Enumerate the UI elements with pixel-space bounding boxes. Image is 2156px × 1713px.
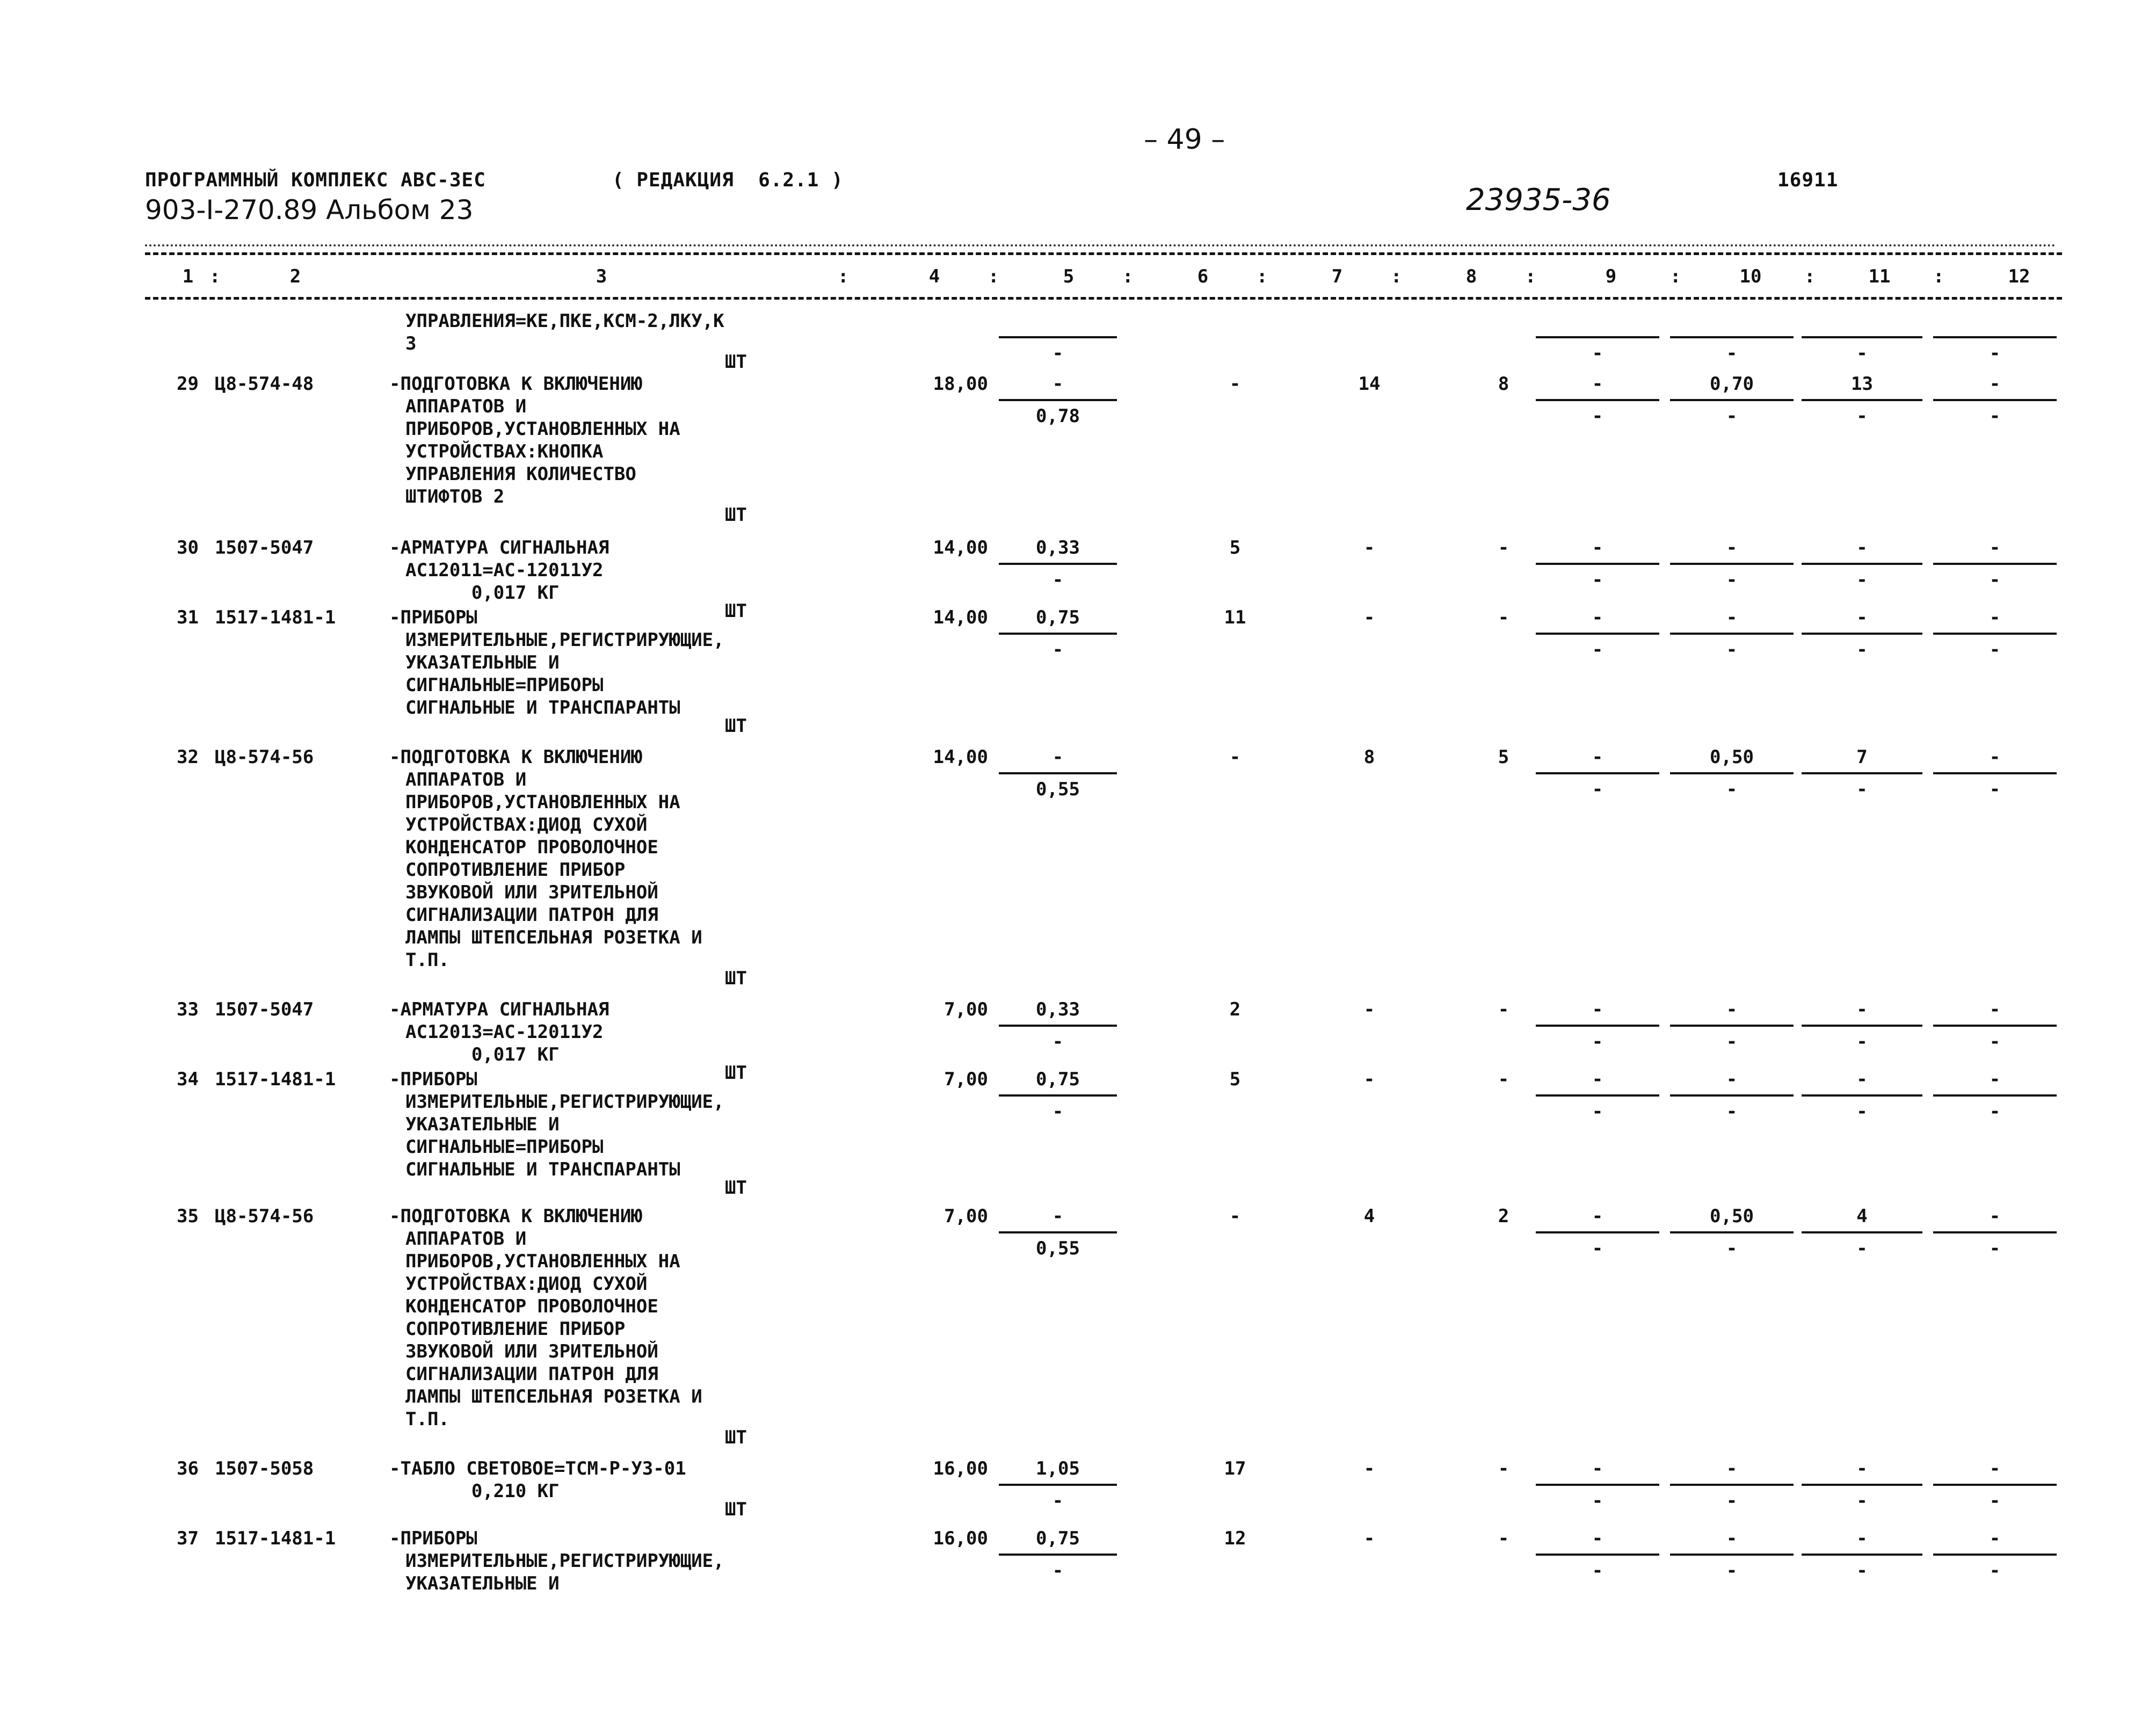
value-c6: 12 bbox=[1224, 1528, 1246, 1549]
value-top-c12: - bbox=[1989, 607, 2001, 628]
document-code: 23935-36 bbox=[1466, 183, 1611, 217]
value-top-c5: 0,75 bbox=[1036, 1528, 1080, 1549]
description-line: 0,017 КГ bbox=[405, 582, 560, 604]
document-number: 16911 bbox=[1777, 169, 1839, 191]
value-top-c11: - bbox=[1856, 1458, 1868, 1479]
value-c6: 5 bbox=[1229, 537, 1241, 558]
fraction-rule bbox=[1802, 399, 1922, 401]
value-bottom-c5: - bbox=[1052, 639, 1064, 660]
value-top-c10: - bbox=[1726, 999, 1738, 1020]
description-line: СИГНАЛЬНЫЕ=ПРИБОРЫ bbox=[405, 674, 604, 696]
unit-label: ШТ bbox=[725, 504, 747, 526]
description-line: УКАЗАТЕЛЬНЫЕ И bbox=[405, 1573, 560, 1594]
value-top-c12: - bbox=[1989, 1206, 2001, 1227]
value-bottom-c9: - bbox=[1592, 1101, 1603, 1122]
column-number-12: 12 bbox=[2008, 266, 2030, 287]
value-top-c11: 7 bbox=[1856, 746, 1868, 768]
value-bottom-c12: - bbox=[1989, 1101, 2001, 1122]
value-c7: 14 bbox=[1358, 373, 1381, 395]
value-bottom-c11: - bbox=[1856, 1101, 1868, 1122]
fraction-rule bbox=[1933, 1094, 2057, 1097]
value-bottom-c10: - bbox=[1726, 1560, 1738, 1581]
value-bottom-c5: - bbox=[1052, 343, 1064, 364]
fraction-rule bbox=[1933, 1231, 2057, 1233]
fraction-rule bbox=[999, 772, 1117, 774]
value-bottom-c11: - bbox=[1856, 569, 1868, 591]
value-bottom-c10: - bbox=[1726, 1031, 1738, 1053]
rate-code: Ц8-574-56 bbox=[215, 1206, 314, 1227]
description-line: УКАЗАТЕЛЬНЫЕ И bbox=[405, 1114, 560, 1135]
value-bottom-c12: - bbox=[1989, 779, 2001, 800]
row-number: 37 bbox=[177, 1528, 199, 1549]
fraction-rule bbox=[1670, 633, 1794, 635]
value-c6: 5 bbox=[1229, 1069, 1241, 1090]
value-top-c9: - bbox=[1592, 1069, 1603, 1090]
value-top-c9: - bbox=[1592, 999, 1603, 1020]
description-line: -АРМАТУРА СИГНАЛЬНАЯ bbox=[389, 537, 609, 558]
rate-code: 1507-5047 bbox=[215, 537, 314, 558]
row-number: 35 bbox=[177, 1206, 199, 1227]
description-line: ШТИФТОВ 2 bbox=[405, 486, 505, 507]
value-c7: - bbox=[1363, 1458, 1375, 1479]
value-top-c5: - bbox=[1052, 746, 1064, 768]
value-bottom-c5: 0,55 bbox=[1036, 779, 1080, 800]
value-bottom-c10: - bbox=[1726, 1238, 1738, 1259]
value-top-c5: 1,05 bbox=[1036, 1458, 1080, 1479]
description-line: ЗВУКОВОЙ ИЛИ ЗРИТЕЛЬНОЙ bbox=[405, 1341, 658, 1362]
value-bottom-c9: - bbox=[1592, 1238, 1603, 1259]
quantity: 16,00 bbox=[933, 1458, 988, 1479]
value-c8: 5 bbox=[1498, 746, 1509, 768]
edition: ( РЕДАКЦИЯ 6.2.1 ) bbox=[612, 169, 844, 191]
value-bottom-c10: - bbox=[1726, 343, 1738, 364]
description-line: -ТАБЛО СВЕТОВОЕ=ТСМ-Р-УЗ-01 bbox=[389, 1458, 686, 1479]
column-separator: : bbox=[1804, 266, 1816, 287]
value-bottom-c12: - bbox=[1989, 1031, 2001, 1053]
unit-label: ШТ bbox=[725, 351, 747, 373]
fraction-rule bbox=[1670, 1231, 1794, 1233]
fraction-rule bbox=[1802, 1025, 1922, 1027]
description-line: ЛАМПЫ ШТЕПСЕЛЬНАЯ РОЗЕТКА И bbox=[405, 1386, 702, 1407]
description-line: 0,210 КГ bbox=[405, 1480, 560, 1502]
value-bottom-c9: - bbox=[1592, 1560, 1603, 1581]
fraction-rule bbox=[999, 563, 1117, 565]
fraction-rule bbox=[1802, 772, 1922, 774]
fraction-rule bbox=[999, 1094, 1117, 1097]
value-bottom-c10: - bbox=[1726, 1101, 1738, 1122]
fraction-rule bbox=[1536, 399, 1659, 401]
fraction-rule bbox=[999, 399, 1117, 401]
column-number-8: 8 bbox=[1465, 266, 1477, 287]
header-rule-bottom bbox=[145, 297, 2062, 300]
row-number: 31 bbox=[177, 607, 199, 628]
description-line: Т.П. bbox=[405, 1409, 449, 1430]
description-line: АППАРАТОВ И bbox=[405, 769, 527, 790]
row-number: 30 bbox=[177, 537, 199, 558]
description-line: УСТРОЙСТВАХ:КНОПКА bbox=[405, 441, 604, 462]
unit-label: ШТ bbox=[725, 600, 747, 622]
quantity: 18,00 bbox=[933, 373, 988, 395]
fraction-rule bbox=[1933, 336, 2057, 338]
column-number-2: 2 bbox=[289, 266, 301, 287]
rate-code: 1517-1481-1 bbox=[215, 607, 336, 628]
fraction-rule bbox=[1536, 1484, 1659, 1486]
fraction-rule bbox=[1536, 1094, 1659, 1097]
top-dotted-rule bbox=[145, 244, 2057, 246]
value-top-c10: - bbox=[1726, 607, 1738, 628]
value-bottom-c11: - bbox=[1856, 343, 1868, 364]
column-number-5: 5 bbox=[1063, 266, 1075, 287]
column-separator: : bbox=[1122, 266, 1134, 287]
value-bottom-c12: - bbox=[1989, 1490, 2001, 1512]
fraction-rule bbox=[1670, 563, 1794, 565]
value-c6: 11 bbox=[1224, 607, 1246, 628]
header-rule-top bbox=[145, 252, 2062, 255]
fraction-rule bbox=[1536, 1231, 1659, 1233]
column-separator: : bbox=[988, 266, 999, 287]
quantity: 7,00 bbox=[944, 999, 988, 1020]
column-number-1: 1 bbox=[182, 266, 194, 287]
value-bottom-c9: - bbox=[1592, 569, 1603, 591]
value-top-c9: - bbox=[1592, 746, 1603, 768]
fraction-rule bbox=[1802, 1094, 1922, 1097]
value-top-c10: 0,50 bbox=[1710, 746, 1754, 768]
fraction-rule bbox=[999, 1231, 1117, 1233]
rate-code: 1507-5058 bbox=[215, 1458, 314, 1479]
unit-label: ШТ bbox=[725, 1499, 747, 1520]
fraction-rule bbox=[1670, 1094, 1794, 1097]
page-number: – 49 – bbox=[1144, 124, 1225, 156]
value-top-c10: 0,70 bbox=[1710, 373, 1754, 395]
value-bottom-c12: - bbox=[1989, 1238, 2001, 1259]
value-bottom-c5: - bbox=[1052, 569, 1064, 591]
row-number: 29 bbox=[177, 373, 199, 395]
description-line: ИЗМЕРИТЕЛЬНЫЕ,РЕГИСТРИРУЮЩИЕ, bbox=[405, 1550, 724, 1572]
value-bottom-c5: - bbox=[1052, 1031, 1064, 1053]
fraction-rule bbox=[1802, 336, 1922, 338]
value-top-c9: - bbox=[1592, 373, 1603, 395]
fraction-rule bbox=[1802, 1484, 1922, 1486]
fraction-rule bbox=[1670, 1554, 1794, 1556]
description-line: АС12011=АС-12011У2 bbox=[405, 560, 604, 581]
description-line: -ПРИБОРЫ bbox=[389, 1069, 477, 1090]
value-c6: 17 bbox=[1224, 1458, 1246, 1479]
value-bottom-c12: - bbox=[1989, 1560, 2001, 1581]
fraction-rule bbox=[1933, 772, 2057, 774]
value-top-c9: - bbox=[1592, 1458, 1603, 1479]
description-line: -ПОДГОТОВКА К ВКЛЮЧЕНИЮ bbox=[389, 1206, 642, 1227]
fraction-rule bbox=[1670, 772, 1794, 774]
unit-label: ШТ bbox=[725, 715, 747, 737]
fraction-rule bbox=[999, 1025, 1117, 1027]
value-bottom-c5: 0,55 bbox=[1036, 1238, 1080, 1259]
value-bottom-c12: - bbox=[1989, 569, 2001, 591]
description-line: ПРИБОРОВ,УСТАНОВЛЕННЫХ НА bbox=[405, 792, 680, 813]
value-c6: 2 bbox=[1229, 999, 1241, 1020]
description-line: СОПРОТИВЛЕНИЕ ПРИБОР bbox=[405, 1318, 626, 1340]
value-top-c12: - bbox=[1989, 1528, 2001, 1549]
fraction-rule bbox=[1802, 1231, 1922, 1233]
value-bottom-c11: - bbox=[1856, 1490, 1868, 1512]
value-c8: - bbox=[1498, 1069, 1509, 1090]
fraction-rule bbox=[1670, 399, 1794, 401]
value-bottom-c11: - bbox=[1856, 1560, 1868, 1581]
value-c7: - bbox=[1363, 1528, 1375, 1549]
quantity: 14,00 bbox=[933, 746, 988, 768]
description-line: СОПРОТИВЛЕНИЕ ПРИБОР bbox=[405, 859, 626, 881]
quantity: 16,00 bbox=[933, 1528, 988, 1549]
description-line: КОНДЕНСАТОР ПРОВОЛОЧНОЕ bbox=[405, 837, 658, 858]
description-line: -ПОДГОТОВКА К ВКЛЮЧЕНИЮ bbox=[389, 746, 642, 768]
value-c8: - bbox=[1498, 1528, 1509, 1549]
description-line: ПРИБОРОВ,УСТАНОВЛЕННЫХ НА bbox=[405, 418, 680, 440]
unit-label: ШТ bbox=[725, 1427, 747, 1448]
rate-code: 1517-1481-1 bbox=[215, 1069, 336, 1090]
value-bottom-c10: - bbox=[1726, 1490, 1738, 1512]
value-bottom-c9: - bbox=[1592, 779, 1603, 800]
fraction-rule bbox=[1670, 1484, 1794, 1486]
value-top-c5: 0,75 bbox=[1036, 607, 1080, 628]
fraction-rule bbox=[999, 1484, 1117, 1486]
description-line: -ПРИБОРЫ bbox=[389, 1528, 477, 1549]
value-top-c12: - bbox=[1989, 746, 2001, 768]
fraction-rule bbox=[999, 633, 1117, 635]
value-bottom-c10: - bbox=[1726, 569, 1738, 591]
unit-label: ШТ bbox=[725, 1062, 747, 1084]
description-line: 3 bbox=[405, 333, 417, 354]
description-line: -АРМАТУРА СИГНАЛЬНАЯ bbox=[389, 999, 609, 1020]
value-top-c10: 0,50 bbox=[1710, 1206, 1754, 1227]
description-line: УПРАВЛЕНИЯ=КЕ,ПКЕ,КСМ-2,ЛКУ,К bbox=[405, 310, 724, 332]
description-line: УКАЗАТЕЛЬНЫЕ И bbox=[405, 652, 560, 673]
value-top-c10: - bbox=[1726, 537, 1738, 558]
value-bottom-c9: - bbox=[1592, 1031, 1603, 1053]
value-top-c10: - bbox=[1726, 1458, 1738, 1479]
rate-code: Ц8-574-56 bbox=[215, 746, 314, 768]
value-bottom-c12: - bbox=[1989, 405, 2001, 427]
column-separator: : bbox=[209, 266, 221, 287]
value-top-c12: - bbox=[1989, 537, 2001, 558]
value-c7: - bbox=[1363, 999, 1375, 1020]
quantity: 7,00 bbox=[944, 1206, 988, 1227]
value-bottom-c11: - bbox=[1856, 1238, 1868, 1259]
description-line: СИГНАЛИЗАЦИИ ПАТРОН ДЛЯ bbox=[405, 1363, 658, 1385]
value-bottom-c5: - bbox=[1052, 1560, 1064, 1581]
fraction-rule bbox=[1670, 336, 1794, 338]
column-separator: : bbox=[1257, 266, 1268, 287]
fraction-rule bbox=[1933, 1484, 2057, 1486]
value-top-c5: 0,33 bbox=[1036, 999, 1080, 1020]
column-number-6: 6 bbox=[1197, 266, 1209, 287]
value-bottom-c9: - bbox=[1592, 405, 1603, 427]
row-number: 34 bbox=[177, 1069, 199, 1090]
value-top-c11: - bbox=[1856, 1528, 1868, 1549]
value-c8: 2 bbox=[1498, 1206, 1509, 1227]
row-number: 36 bbox=[177, 1458, 199, 1479]
value-top-c11: - bbox=[1856, 537, 1868, 558]
value-c8: 8 bbox=[1498, 373, 1509, 395]
description-line: ЗВУКОВОЙ ИЛИ ЗРИТЕЛЬНОЙ bbox=[405, 882, 658, 903]
value-top-c10: - bbox=[1726, 1528, 1738, 1549]
unit-label: ШТ bbox=[725, 968, 747, 989]
quantity: 7,00 bbox=[944, 1069, 988, 1090]
value-c7: - bbox=[1363, 537, 1375, 558]
quantity: 14,00 bbox=[933, 537, 988, 558]
value-top-c5: 0,33 bbox=[1036, 537, 1080, 558]
value-bottom-c11: - bbox=[1856, 639, 1868, 660]
description-line: ПРИБОРОВ,УСТАНОВЛЕННЫХ НА bbox=[405, 1251, 680, 1272]
row-number: 33 bbox=[177, 999, 199, 1020]
rate-code: 1517-1481-1 bbox=[215, 1528, 336, 1549]
value-top-c11: 13 bbox=[1851, 373, 1873, 395]
description-line: УСТРОЙСТВАХ:ДИОД СУХОЙ bbox=[405, 814, 648, 836]
description-line: -ПРИБОРЫ bbox=[389, 607, 477, 628]
rate-code: Ц8-574-48 bbox=[215, 373, 314, 395]
value-bottom-c10: - bbox=[1726, 405, 1738, 427]
description-line: АППАРАТОВ И bbox=[405, 396, 527, 417]
fraction-rule bbox=[1802, 633, 1922, 635]
value-c8: - bbox=[1498, 999, 1509, 1020]
column-number-11: 11 bbox=[1868, 266, 1891, 287]
fraction-rule bbox=[999, 1554, 1117, 1556]
value-top-c11: - bbox=[1856, 999, 1868, 1020]
description-line: УПРАВЛЕНИЯ КОЛИЧЕСТВО bbox=[405, 463, 636, 485]
value-top-c5: - bbox=[1052, 1206, 1064, 1227]
column-number-3: 3 bbox=[596, 266, 607, 287]
description-line: ИЗМЕРИТЕЛЬНЫЕ,РЕГИСТРИРУЮЩИЕ, bbox=[405, 629, 724, 651]
description-line: 0,017 КГ bbox=[405, 1044, 560, 1065]
column-number-9: 9 bbox=[1605, 266, 1617, 287]
fraction-rule bbox=[1933, 563, 2057, 565]
description-line: -ПОДГОТОВКА К ВКЛЮЧЕНИЮ bbox=[389, 373, 642, 395]
value-c8: - bbox=[1498, 607, 1509, 628]
fraction-rule bbox=[1536, 563, 1659, 565]
value-bottom-c9: - bbox=[1592, 639, 1603, 660]
value-top-c12: - bbox=[1989, 373, 2001, 395]
fraction-rule bbox=[1536, 633, 1659, 635]
fraction-rule bbox=[1536, 1025, 1659, 1027]
column-number-10: 10 bbox=[1739, 266, 1762, 287]
value-top-c11: - bbox=[1856, 607, 1868, 628]
value-top-c9: - bbox=[1592, 607, 1603, 628]
value-bottom-c12: - bbox=[1989, 343, 2001, 364]
description-line: УСТРОЙСТВАХ:ДИОД СУХОЙ bbox=[405, 1273, 648, 1295]
description-line: ИЗМЕРИТЕЛЬНЫЕ,РЕГИСТРИРУЮЩИЕ, bbox=[405, 1091, 724, 1113]
fraction-rule bbox=[1670, 1025, 1794, 1027]
value-bottom-c9: - bbox=[1592, 1490, 1603, 1512]
fraction-rule bbox=[1933, 399, 2057, 401]
program-name: ПРОГРАММНЫЙ КОМПЛЕКС АВС-ЗЕС bbox=[145, 169, 486, 191]
album-code: 903-I-270.89 Альбом 23 bbox=[145, 194, 474, 226]
value-bottom-c11: - bbox=[1856, 405, 1868, 427]
value-bottom-c11: - bbox=[1856, 1031, 1868, 1053]
column-number-4: 4 bbox=[928, 266, 940, 287]
value-top-c9: - bbox=[1592, 1528, 1603, 1549]
value-c7: 4 bbox=[1363, 1206, 1375, 1227]
column-separator: : bbox=[1525, 266, 1536, 287]
fraction-rule bbox=[1933, 1025, 2057, 1027]
rate-code: 1507-5047 bbox=[215, 999, 314, 1020]
value-top-c12: - bbox=[1989, 1069, 2001, 1090]
value-c8: - bbox=[1498, 537, 1509, 558]
description-line: КОНДЕНСАТОР ПРОВОЛОЧНОЕ bbox=[405, 1296, 658, 1317]
quantity: 14,00 bbox=[933, 607, 988, 628]
value-c6: - bbox=[1229, 1206, 1241, 1227]
value-top-c5: 0,75 bbox=[1036, 1069, 1080, 1090]
value-c7: - bbox=[1363, 607, 1375, 628]
column-separator: : bbox=[838, 266, 849, 287]
fraction-rule bbox=[1536, 336, 1659, 338]
value-c6: - bbox=[1229, 373, 1241, 395]
value-bottom-c9: - bbox=[1592, 343, 1603, 364]
description-line: СИГНАЛИЗАЦИИ ПАТРОН ДЛЯ bbox=[405, 904, 658, 926]
value-bottom-c10: - bbox=[1726, 779, 1738, 800]
value-top-c10: - bbox=[1726, 1069, 1738, 1090]
value-top-c11: - bbox=[1856, 1069, 1868, 1090]
column-separator: : bbox=[1933, 266, 1944, 287]
unit-label: ШТ bbox=[725, 1177, 747, 1199]
fraction-rule bbox=[1536, 772, 1659, 774]
description-line: СИГНАЛЬНЫЕ=ПРИБОРЫ bbox=[405, 1136, 604, 1158]
description-line: СИГНАЛЬНЫЕ И ТРАНСПАРАНТЫ bbox=[405, 1159, 680, 1180]
column-number-7: 7 bbox=[1331, 266, 1343, 287]
fraction-rule bbox=[1536, 1554, 1659, 1556]
value-bottom-c5: - bbox=[1052, 1490, 1064, 1512]
column-separator: : bbox=[1391, 266, 1402, 287]
value-bottom-c5: - bbox=[1052, 1101, 1064, 1122]
value-top-c5: - bbox=[1052, 373, 1064, 395]
description-line: ЛАМПЫ ШТЕПСЕЛЬНАЯ РОЗЕТКА И bbox=[405, 927, 702, 948]
fraction-rule bbox=[1933, 1554, 2057, 1556]
column-separator: : bbox=[1670, 266, 1681, 287]
value-top-c9: - bbox=[1592, 1206, 1603, 1227]
description-line: Т.П. bbox=[405, 949, 449, 971]
value-bottom-c12: - bbox=[1989, 639, 2001, 660]
description-line: АС12013=АС-12011У2 bbox=[405, 1021, 604, 1043]
value-c8: - bbox=[1498, 1458, 1509, 1479]
row-number: 32 bbox=[177, 746, 199, 768]
description-line: АППАРАТОВ И bbox=[405, 1228, 527, 1250]
value-bottom-c11: - bbox=[1856, 779, 1868, 800]
fraction-rule bbox=[1802, 563, 1922, 565]
value-top-c11: 4 bbox=[1856, 1206, 1868, 1227]
value-top-c12: - bbox=[1989, 1458, 2001, 1479]
description-line: СИГНАЛЬНЫЕ И ТРАНСПАРАНТЫ bbox=[405, 697, 680, 718]
value-c7: - bbox=[1363, 1069, 1375, 1090]
fraction-rule bbox=[999, 336, 1117, 338]
fraction-rule bbox=[1802, 1554, 1922, 1556]
value-c7: 8 bbox=[1363, 746, 1375, 768]
value-c6: - bbox=[1229, 746, 1241, 768]
value-top-c12: - bbox=[1989, 999, 2001, 1020]
value-bottom-c10: - bbox=[1726, 639, 1738, 660]
fraction-rule bbox=[1933, 633, 2057, 635]
value-top-c9: - bbox=[1592, 537, 1603, 558]
value-bottom-c5: 0,78 bbox=[1036, 405, 1080, 427]
